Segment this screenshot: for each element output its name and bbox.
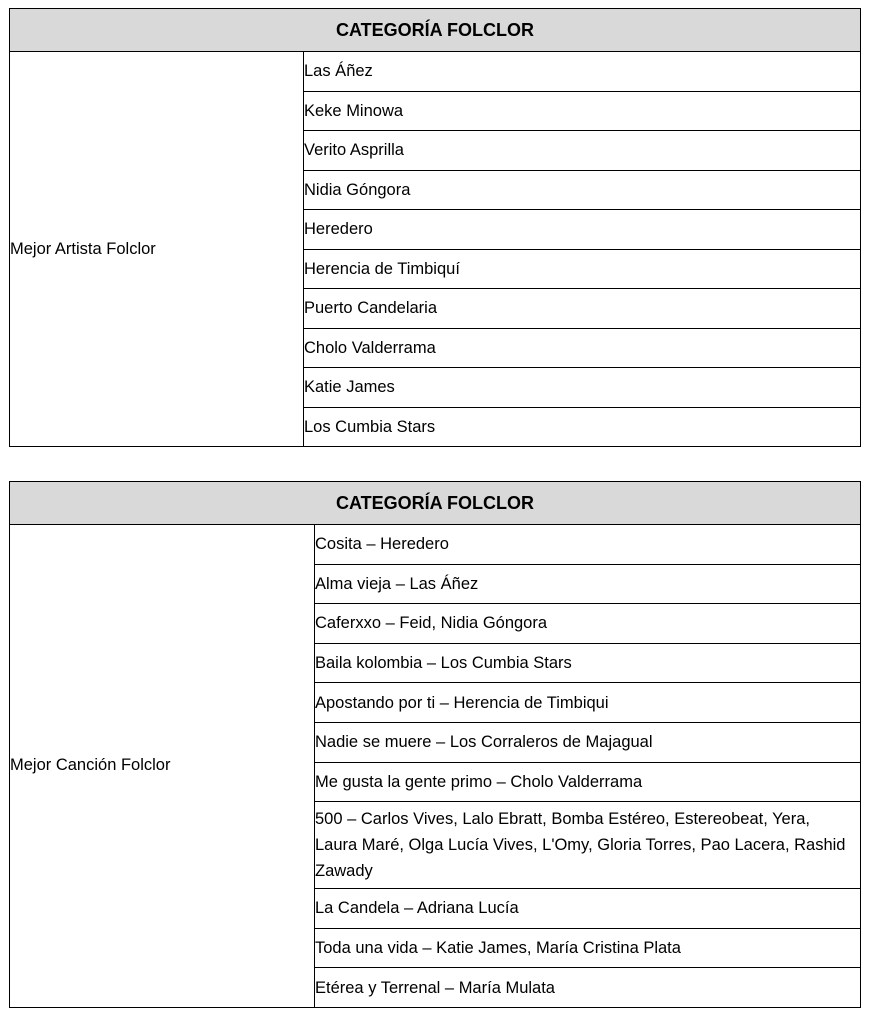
nominee-cell: 500 – Carlos Vives, Lalo Ebratt, Bomba Estéreo, Estereobeat, Yera, Laura Maré, Olga Lucía Vives, L'Omy, Gloria Torres, Pao Lacera, Rashid Zawady bbox=[315, 802, 861, 889]
nominee-cell: Los Cumbia Stars bbox=[304, 407, 861, 447]
nominee-cell: Katie James bbox=[304, 368, 861, 408]
nominee-cell: Puerto Candelaria bbox=[304, 289, 861, 329]
nominee-cell: Etérea y Terrenal – María Mulata bbox=[315, 968, 861, 1008]
nominee-cell: Cholo Valderrama bbox=[304, 328, 861, 368]
nominee-cell: Herencia de Timbiquí bbox=[304, 249, 861, 289]
nominee-cell: Alma vieja – Las Áñez bbox=[315, 564, 861, 604]
nominee-cell: Keke Minowa bbox=[304, 91, 861, 131]
nominee-cell: Apostando por ti – Herencia de Timbiqui bbox=[315, 683, 861, 723]
nominee-cell: Heredero bbox=[304, 210, 861, 250]
table-header-row bbox=[10, 9, 861, 52]
nominee-cell: La Candela – Adriana Lucía bbox=[315, 889, 861, 929]
nominee-cell: Caferxxo – Feid, Nidia Góngora bbox=[315, 604, 861, 644]
category-label: Mejor Canción Folclor bbox=[10, 525, 315, 1008]
nominee-cell: Baila kolombia – Los Cumbia Stars bbox=[315, 643, 861, 683]
nominee-cell: Toda una vida – Katie James, María Cristina Plata bbox=[315, 928, 861, 968]
category-label: Mejor Artista Folclor bbox=[10, 52, 304, 447]
table-row bbox=[10, 525, 861, 565]
nominee-cell: Me gusta la gente primo – Cholo Valderrama bbox=[315, 762, 861, 802]
nominee-cell: Verito Asprilla bbox=[304, 131, 861, 171]
nominee-cell: Nadie se muere – Los Corraleros de Majagual bbox=[315, 722, 861, 762]
nominee-cell: Nidia Góngora bbox=[304, 170, 861, 210]
table-header: CATEGORÍA FOLCLOR bbox=[10, 9, 861, 52]
table-header-row bbox=[10, 482, 861, 525]
artist-table bbox=[9, 8, 861, 447]
table-header: CATEGORÍA FOLCLOR bbox=[10, 482, 861, 525]
nominee-cell: Cosita – Heredero bbox=[315, 525, 861, 565]
song-table bbox=[9, 481, 861, 1008]
nominee-cell: Las Áñez bbox=[304, 52, 861, 92]
table-row bbox=[10, 52, 861, 92]
